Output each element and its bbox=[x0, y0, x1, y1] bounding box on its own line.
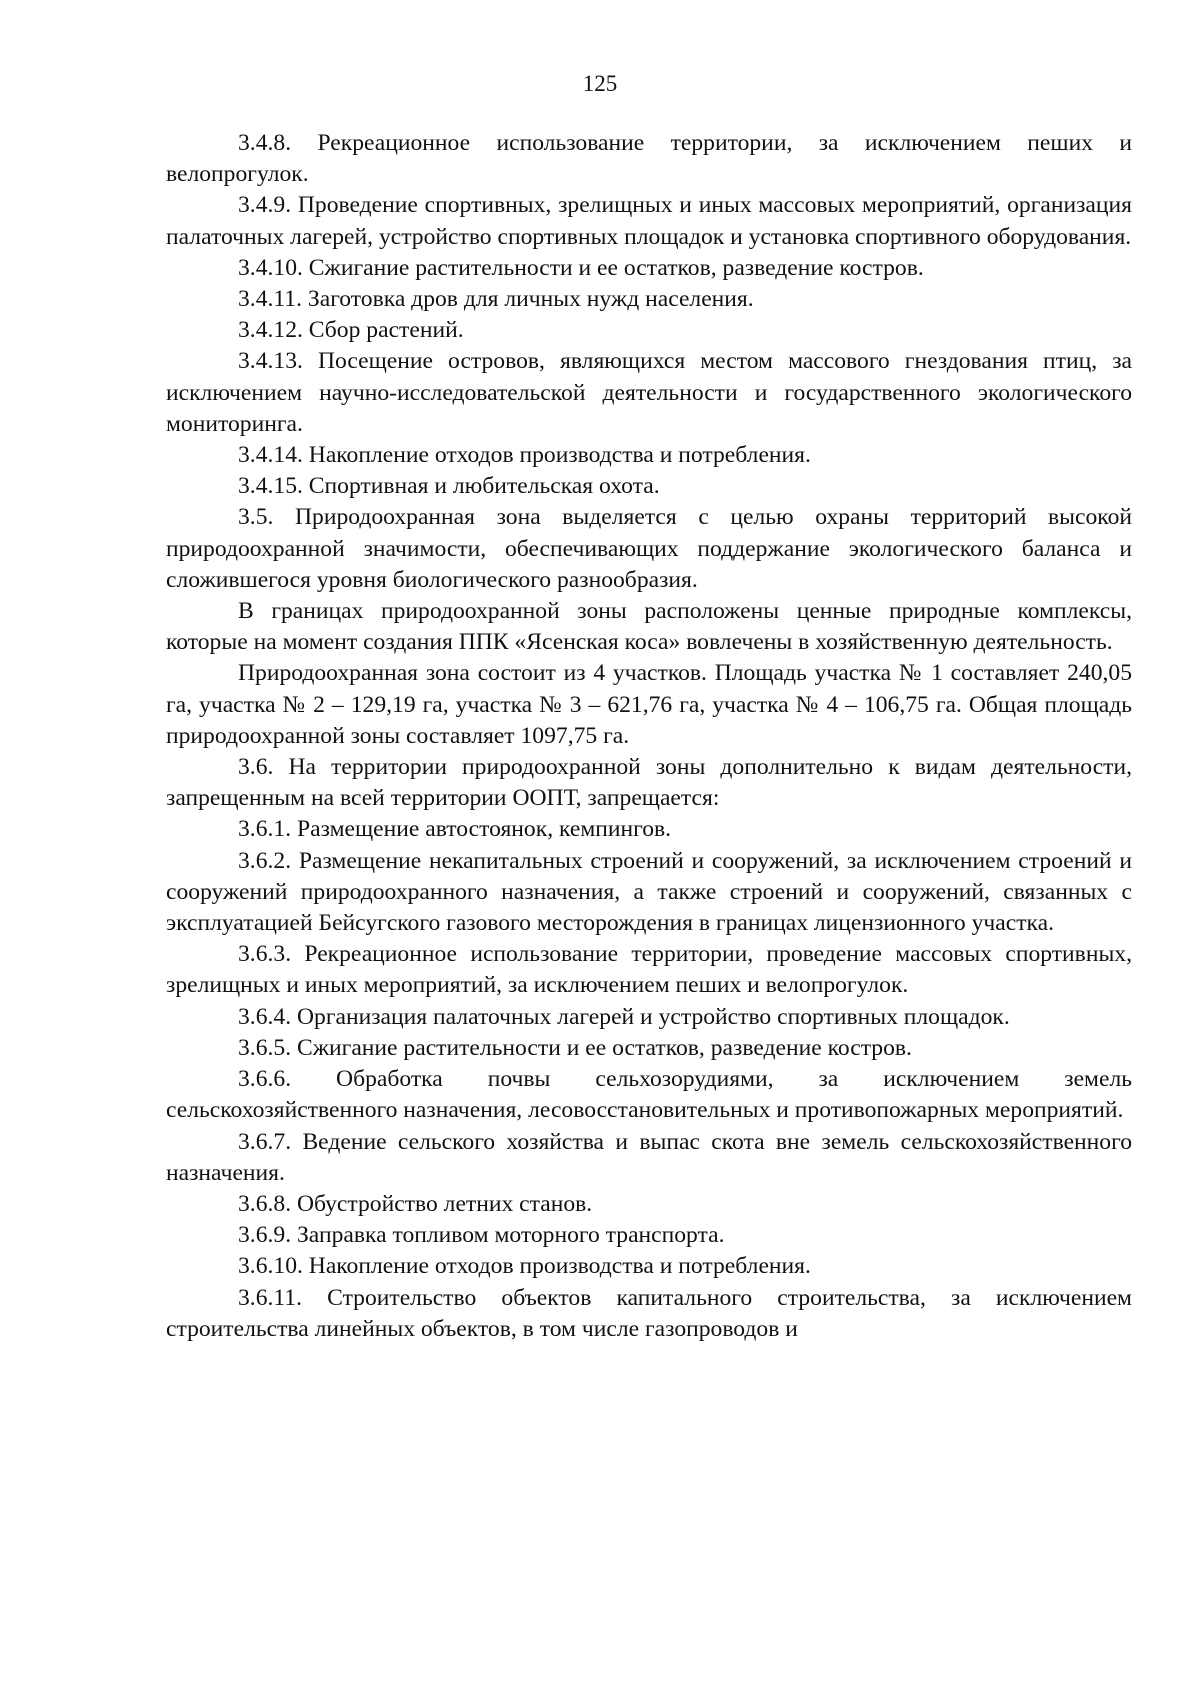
paragraph-3-5: 3.5. Природоохранная зона выделяется с целью охраны территорий высокой природоохранной значимости, обеспечивающих поддержание экологического баланса и сложившегося уровня биологического разнообразия. bbox=[166, 504, 1132, 593]
paragraph-3-6-3: 3.6.3. Рекреационное использование территории, проведение массовых спортивных, зрелищных и иных мероприятий, за исключением пеших и велопрогулок. bbox=[166, 941, 1132, 999]
paragraph-3-4-8: 3.4.8. Рекреационное использование территории, за исключением пеших и велопрогулок. bbox=[166, 130, 1132, 188]
paragraph-3-6-7: 3.6.7. Ведение сельского хозяйства и выпас скота вне земель сельскохозяйственного назначения. bbox=[166, 1128, 1132, 1186]
paragraph-3-6-8: 3.6.8. Обустройство летних станов. bbox=[238, 1190, 593, 1217]
paragraph-3-6-5: 3.6.5. Сжигание растительности и ее остатков, разведение костров. bbox=[238, 1034, 912, 1061]
paragraph-3-6-9: 3.6.9. Заправка топливом моторного транспорта. bbox=[238, 1222, 725, 1249]
paragraph-3-4-11: 3.4.11. Заготовка дров для личных нужд населения. bbox=[238, 286, 754, 313]
paragraph-3-6: 3.6. На территории природоохранной зоны дополнительно к видам деятельности, запрещенным на всей территории ООПТ, запрещается: bbox=[166, 754, 1132, 812]
paragraph-3-6-11: 3.6.11. Строительство объектов капитального строительства, за исключением строительства линейных объектов, в том числе газопроводов и bbox=[166, 1284, 1132, 1342]
body-text bbox=[166, 128, 1132, 1345]
paragraph-3-6-1: 3.6.1. Размещение автостоянок, кемпингов. bbox=[238, 816, 672, 843]
page-number: 125 bbox=[582, 71, 618, 96]
paragraph-3-4-12: 3.4.12. Сбор растений. bbox=[238, 317, 464, 344]
paragraph-zone-areas: Природоохранная зона состоит из 4 участков. Площадь участка № 1 составляет 240,05 га, участка № 2 – 129,19 га, участка № 3 – 621,76 га, участка № 4 – 106,75 га. Общая площадь природоохранной зоны составляет 1097,75 га. bbox=[166, 660, 1132, 749]
paragraph-3-6-4: 3.6.4. Организация палаточных лагерей и устройство спортивных площадок. bbox=[238, 1003, 1010, 1030]
paragraph-3-6-6: 3.6.6. Обработка почвы сельхозорудиями, за исключением земель сельскохозяйственного назначения, лесовосстановительных и противопожарных мероприятий. bbox=[166, 1066, 1132, 1124]
paragraph-3-4-10: 3.4.10. Сжигание растительности и ее остатков, разведение костров. bbox=[238, 254, 924, 281]
paragraph-3-6-2: 3.6.2. Размещение некапитальных строений и сооружений, за исключением строений и сооружений природоохранного назначения, а также строений и сооружений, связанных с эксплуатацией Бейсугского газового месторождения в границах лицензионного участка. bbox=[166, 847, 1132, 937]
paragraph-3-6-10: 3.6.10. Накопление отходов производства и потребления. bbox=[238, 1253, 811, 1280]
paragraph-3-4-9: 3.4.9. Проведение спортивных, зрелищных и иных массовых мероприятий, организация палаточных лагерей, устройство спортивных площадок и установка спортивного оборудования. bbox=[166, 192, 1132, 250]
paragraph-natural-complexes: В границах природоохранной зоны расположены ценные природные комплексы, которые на момент создания ППК «Ясенская коса» вовлечены в хозяйственную деятельность. bbox=[166, 598, 1132, 656]
paragraph-3-4-13: 3.4.13. Посещение островов, являющихся местом массового гнездования птиц, за исключением научно-исследовательской деятельности и государственного экологического мониторинга. bbox=[166, 348, 1132, 437]
paragraph-3-4-14: 3.4.14. Накопление отходов производства и потребления. bbox=[238, 442, 811, 469]
paragraph-3-4-15: 3.4.15. Спортивная и любительская охота. bbox=[238, 473, 660, 500]
